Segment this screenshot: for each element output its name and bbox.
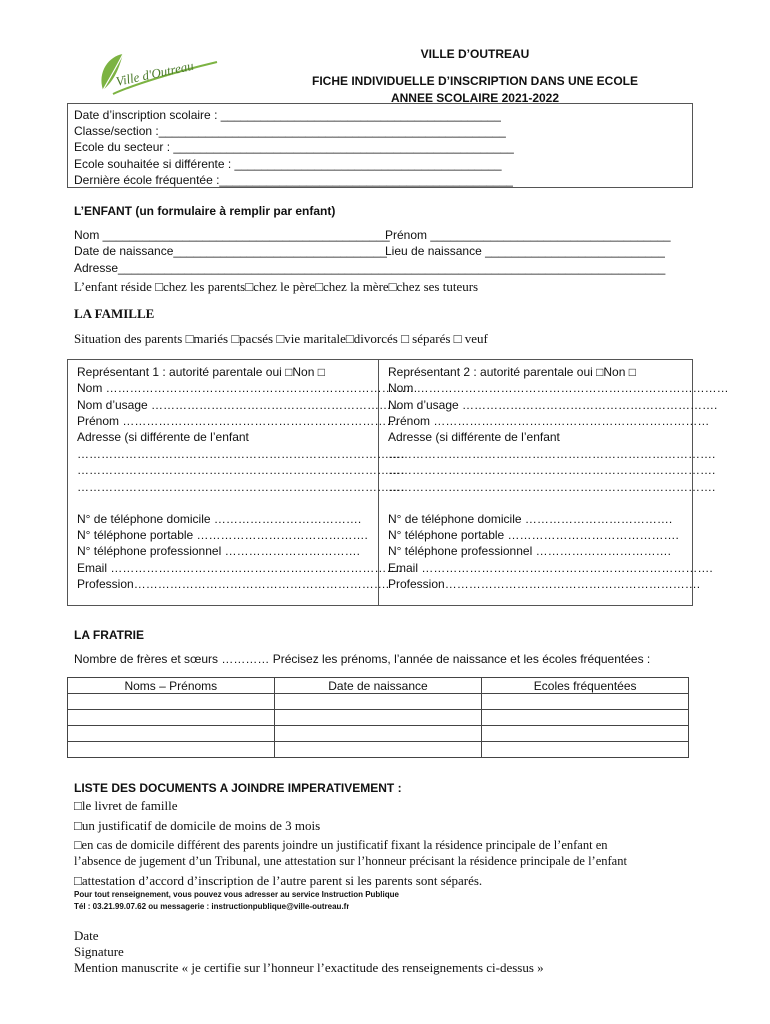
rep1-autorite[interactable]: Représentant 1 : autorité parentale oui □Non □ — [77, 365, 325, 379]
table-cell[interactable] — [68, 694, 275, 710]
table-cell[interactable] — [482, 726, 689, 742]
rep2-tel-domicile[interactable]: N° de téléphone domicile ………………………………. — [388, 512, 673, 526]
document-item-residence[interactable]: □en cas de domicile différent des parents joindre un justificatif fixant la résidence principale de l’enfant en — [74, 838, 608, 852]
rep1-email[interactable]: Email ………………………………………………………………. — [77, 561, 402, 575]
document-item-attestation[interactable]: □attestation d’accord d’inscription de l’autre parent si les parents sont séparés. — [74, 873, 483, 888]
table-row — [68, 710, 689, 726]
table-row — [68, 726, 689, 742]
field-adresse[interactable]: Adresse__________________________________________________________________________________ — [74, 261, 666, 275]
contact-details: Tél : 03.21.99.07.62 ou messagerie : instructionpublique@ville-outreau.fr — [74, 902, 350, 911]
table-row — [68, 694, 689, 710]
table-cell[interactable] — [274, 694, 482, 710]
signature-label: Signature — [74, 944, 124, 959]
table-row — [68, 742, 689, 758]
rep2-adresse-line[interactable]: ………………………………………………………………………. — [388, 480, 716, 494]
enfant-heading: L’ENFANT (un formulaire à remplir par enfant) — [74, 204, 336, 218]
rep1-adresse-line[interactable]: ………………………………………………………………………. — [77, 447, 405, 461]
representant-1 — [68, 360, 418, 605]
documents-heading: LISTE DES DOCUMENTS A JOINDRE IMPERATIVEMENT : — [74, 781, 402, 795]
rep1-tel-domicile[interactable]: N° de téléphone domicile ………………………………. — [77, 512, 362, 526]
leaf-logo-icon — [95, 50, 220, 100]
contact-note: Pour tout renseignement, vous pouvez vous adresser au service Instruction Publique — [74, 890, 399, 899]
rep1-nom-usage[interactable]: Nom d’usage ………………………………………………………. — [77, 398, 407, 412]
document-item-domicile[interactable]: □un justificatif de domicile de moins de 3 mois — [74, 818, 321, 833]
table-cell[interactable] — [68, 742, 275, 758]
table-cell[interactable] — [482, 694, 689, 710]
field-prenom[interactable]: Prénom ____________________________________ — [385, 228, 671, 242]
table-cell[interactable] — [68, 726, 275, 742]
fratrie-heading: LA FRATRIE — [74, 628, 144, 642]
document-item-livret[interactable]: □le livret de famille — [74, 798, 178, 813]
rep2-nom[interactable]: Nom …………………………………………………………………… — [388, 381, 729, 395]
rep2-autorite[interactable]: Représentant 2 : autorité parentale oui □Non □ — [388, 365, 636, 379]
rep1-tel-portable[interactable]: N° téléphone portable ……………………………………. — [77, 528, 368, 542]
rep1-adresse-line[interactable]: ………………………………………………………………………. — [77, 480, 405, 494]
school-info-box — [67, 103, 693, 188]
enfant-residence-options[interactable]: L’enfant réside □chez les parents□chez le père□chez la mère□chez ses tuteurs — [74, 279, 479, 294]
famille-heading: LA FAMILLE — [74, 306, 155, 321]
table-cell[interactable] — [274, 710, 482, 726]
rep1-prenom[interactable]: Prénom …………………………………………………………… — [77, 414, 399, 428]
rep2-prenom[interactable]: Prénom …………………………………………………………… — [388, 414, 710, 428]
form-title: FICHE INDIVIDUELLE D’INSCRIPTION DANS UNE ECOLE — [311, 74, 639, 88]
field-lieu-naissance[interactable]: Lieu de naissance ___________________________ — [385, 244, 666, 258]
rep2-adresse-line[interactable]: ………………………………………………………………………. — [388, 447, 716, 461]
rep2-adresse-line[interactable]: ………………………………………………………………………. — [388, 463, 716, 477]
rep1-profession[interactable]: Profession………………………………………………………. — [77, 577, 390, 591]
rep1-tel-pro[interactable]: N° téléphone professionnel ……………………………. — [77, 544, 360, 558]
situation-parents-options[interactable]: Situation des parents □mariés □pacsés □vie maritale□divorcés □ séparés □ veuf — [74, 331, 488, 346]
document-item-residence-cont: l’absence de jugement d’un Tribunal, une attestation sur l’honneur précisant la résidence principale de l’enfant — [74, 854, 627, 868]
fratrie-table — [67, 677, 689, 758]
column-header: Noms – Prénoms — [68, 678, 275, 694]
table-cell[interactable] — [274, 726, 482, 742]
table-cell[interactable] — [274, 742, 482, 758]
field-date-naissance[interactable]: Date de naissance________________________________ — [74, 244, 387, 258]
representant-2 — [379, 360, 729, 605]
school-year: ANNEE SCOLAIRE 2021-2022 — [390, 91, 560, 105]
rep2-email[interactable]: Email ………………………………………………………………. — [388, 561, 713, 575]
table-header-row — [68, 678, 689, 694]
mention-manuscrite: Mention manuscrite « je certifie sur l’honneur l’exactitude des renseignements ci-dessus » — [74, 960, 544, 975]
table-cell[interactable] — [482, 742, 689, 758]
column-header: Date de naissance — [274, 678, 482, 694]
rep2-tel-pro[interactable]: N° téléphone professionnel ……………………………. — [388, 544, 671, 558]
table-cell[interactable] — [68, 710, 275, 726]
column-header: Ecoles fréquentées — [482, 678, 689, 694]
rep2-adresse-label: Adresse (si différente de l’enfant — [388, 430, 560, 444]
representants-box — [67, 359, 729, 606]
field-date-inscription[interactable]: Date d’inscription scolaire : __________________________________________ — [74, 108, 502, 122]
rep1-adresse-label: Adresse (si différente de l’enfant — [77, 430, 249, 444]
field-ecole-souhaitee[interactable]: Ecole souhaitée si différente : ________________________________________ — [74, 157, 502, 171]
rep2-profession[interactable]: Profession………………………………………………………. — [388, 577, 701, 591]
rep1-nom[interactable]: Nom …………………………………………………………………… — [77, 381, 418, 395]
fratrie-intro: Nombre de frères et sœurs ………… Précisez les prénoms, l’année de naissance et les écoles fréquentées : — [74, 652, 651, 666]
rep2-nom-usage[interactable]: Nom d’usage ………………………………………………………. — [388, 398, 718, 412]
table-cell[interactable] — [482, 710, 689, 726]
field-derniere-ecole[interactable]: Dernière école fréquentée :____________________________________________ — [74, 173, 514, 187]
rep1-adresse-line[interactable]: ………………………………………………………………………. — [77, 463, 405, 477]
city-logo — [95, 50, 220, 100]
field-ecole-secteur[interactable]: Ecole du secteur : ___________________________________________________ — [74, 140, 514, 154]
field-classe-section[interactable]: Classe/section :____________________________________________________ — [74, 124, 506, 138]
date-label: Date — [74, 928, 99, 943]
field-nom[interactable]: Nom ___________________________________________ — [74, 228, 390, 242]
logo-text: Ville d'Outreau — [114, 57, 195, 89]
rep2-tel-portable[interactable]: N° téléphone portable ……………………………………. — [388, 528, 679, 542]
city-name: VILLE D’OUTREAU — [420, 47, 530, 61]
